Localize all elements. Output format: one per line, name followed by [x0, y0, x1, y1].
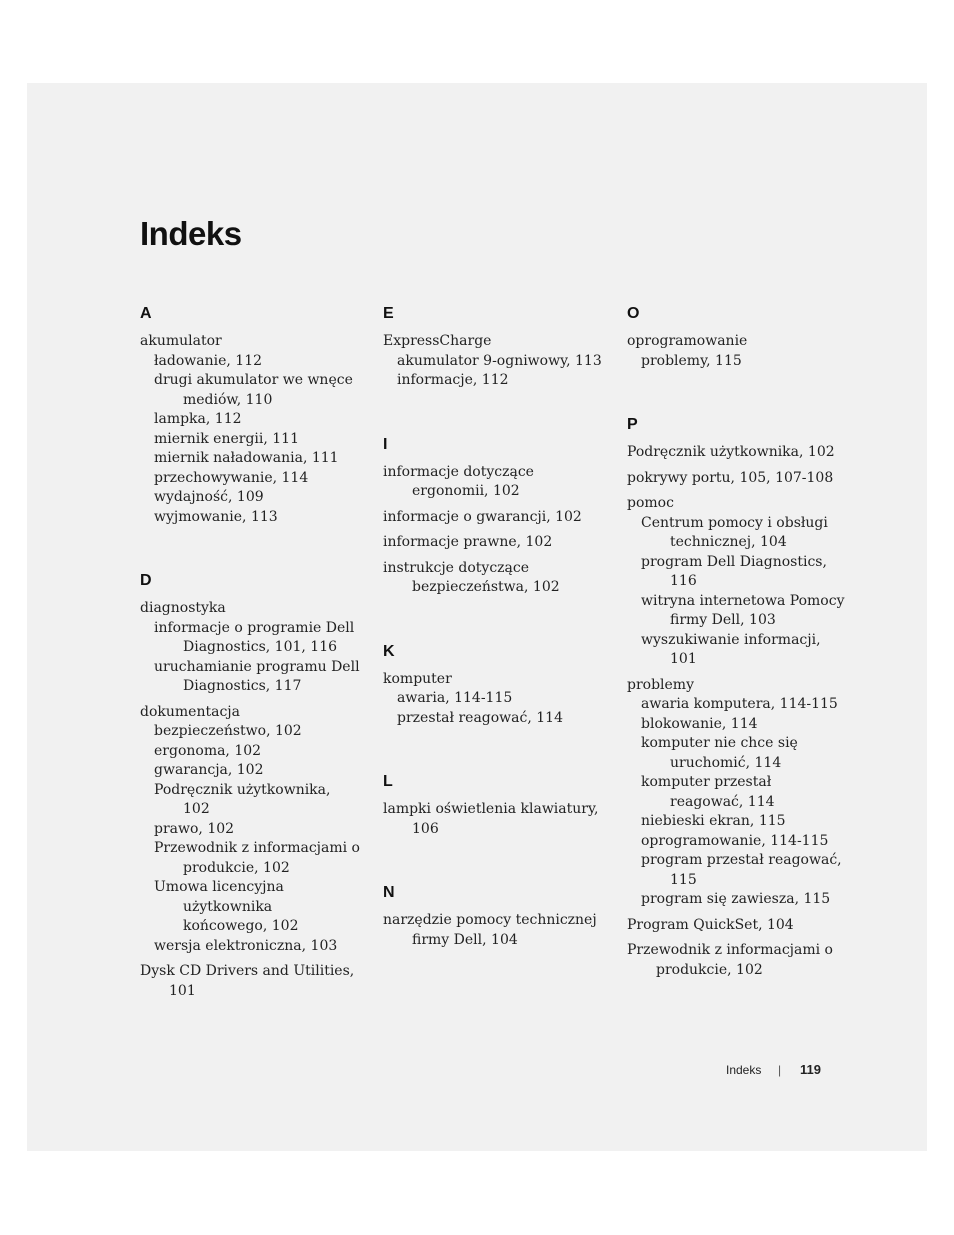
index-entry [627, 676, 847, 910]
entry-term: narzędzie pomocy technicznej firmy Dell, 104 [383, 912, 597, 948]
page-title: Indeks [140, 215, 242, 252]
index-section [627, 411, 847, 980]
entry-subterm: awaria komputera, 114-115 [641, 696, 838, 712]
index-entry [627, 332, 847, 371]
entry-subterm: miernik naładowania, 111 [154, 450, 339, 466]
footer-separator: | [778, 1063, 782, 1077]
entry-subterm: awaria, 114-115 [397, 690, 513, 706]
entry-term: informacje dotyczące ergonomii, 102 [383, 463, 534, 499]
index-entry [140, 962, 360, 1001]
index-column-3 [627, 300, 847, 986]
entry-term: instrukcje dotyczące bezpieczeństwa, 102 [383, 559, 560, 595]
index-column-2 [383, 300, 603, 956]
entry-subterm: akumulator 9-ogniwowy, 113 [397, 352, 602, 369]
entry-subterm: komputer nie chce się uruchomić, 114 [641, 735, 798, 771]
entry-term: Dysk CD Drivers and Utilities, 101 [140, 963, 355, 999]
entry-subterm: przechowywanie, 114 [154, 469, 309, 486]
index-section [383, 879, 603, 950]
section-letter: P [627, 416, 638, 433]
entry-subterm: Umowa licencyjna użytkownika końcowego, 102 [154, 879, 299, 934]
index-section [383, 638, 603, 729]
entry-term: dokumentacja [140, 703, 240, 720]
section-letter: N [383, 884, 395, 901]
section-letter: I [383, 435, 388, 453]
entry-subterm: oprogramowanie, 114-115 [641, 832, 829, 849]
index-section [140, 300, 360, 527]
entry-term: pokrywy portu, 105, 107-108 [627, 469, 834, 486]
entry-subterm: program się zawiesza, 115 [641, 891, 831, 907]
section-letter: K [383, 642, 395, 660]
index-entry [627, 443, 847, 463]
page-number: 119 [800, 1062, 821, 1077]
index-entry [383, 559, 603, 598]
index-entry [627, 469, 847, 489]
index-entry [627, 494, 847, 670]
entry-subterm: informacje o programie Dell Diagnostics, 101, 116 [154, 619, 355, 655]
index-entry [383, 463, 603, 502]
entry-term: Podręcznik użytkownika, 102 [627, 444, 835, 460]
section-letter: A [140, 305, 152, 322]
entry-subterm: prawo, 102 [154, 820, 235, 837]
index-entry [140, 703, 360, 957]
entry-subterm: blokowanie, 114 [641, 715, 758, 732]
entry-subterm: niebieski ekran, 115 [641, 813, 786, 829]
entry-subterm: wydajność, 109 [154, 489, 264, 505]
index-entry [627, 916, 847, 936]
entry-subterm: Przewodnik z informacjami o produkcie, 102 [154, 840, 360, 876]
entry-subterm: komputer przestał reagować, 114 [641, 774, 775, 810]
index-entry [383, 508, 603, 528]
index-entry [140, 599, 360, 697]
entry-term: komputer [383, 670, 452, 687]
index-section [383, 768, 603, 839]
entry-term: oprogramowanie [627, 333, 748, 349]
index-entry [383, 332, 603, 391]
index-column-1 [140, 300, 360, 1007]
index-section [627, 300, 847, 371]
entry-subterm: lampka, 112 [154, 411, 242, 427]
index-section [383, 431, 603, 598]
entry-term: problemy [627, 676, 694, 693]
entry-subterm: program Dell Diagnostics, 116 [641, 553, 827, 589]
entry-subterm: uruchamianie programu Dell Diagnostics, 117 [154, 658, 360, 694]
entry-subterm: wyszukiwanie informacji, 101 [641, 631, 821, 667]
entry-subterm: ładowanie, 112 [154, 352, 263, 369]
index-entry [627, 941, 847, 980]
index-entry [383, 533, 603, 553]
entry-term: informacje prawne, 102 [383, 534, 553, 550]
entry-subterm: wersja elektroniczna, 103 [154, 937, 338, 954]
entry-subterm: drugi akumulator we wnęce mediów, 110 [154, 372, 353, 408]
entry-subterm: program przestał reagować, 115 [641, 852, 842, 888]
entry-term: ExpressCharge [383, 333, 492, 349]
entry-subterm: informacje, 112 [397, 372, 509, 388]
index-entry [383, 800, 603, 839]
entry-subterm: wyjmowanie, 113 [154, 508, 278, 525]
entry-term: akumulator [140, 333, 222, 349]
index-section [140, 567, 360, 1001]
index-entry [140, 332, 360, 527]
entry-term: lampki oświetlenia klawiatury, 106 [383, 801, 599, 837]
entry-subterm: problemy, 115 [641, 352, 742, 369]
entry-subterm: bezpieczeństwo, 102 [154, 723, 302, 739]
index-entry [383, 911, 603, 950]
entry-subterm: Centrum pomocy i obsługi technicznej, 104 [641, 514, 828, 550]
entry-term: Przewodnik z informacjami o produkcie, 102 [627, 942, 833, 978]
entry-term: diagnostyka [140, 600, 226, 616]
entry-subterm: przestał reagować, 114 [397, 709, 563, 726]
entry-subterm: miernik energii, 111 [154, 430, 299, 447]
entry-subterm: Podręcznik użytkownika, 102 [154, 781, 331, 817]
index-section [383, 300, 603, 391]
footer-label: Indeks [726, 1063, 762, 1077]
entry-term: Program QuickSet, 104 [627, 916, 794, 933]
section-letter: E [383, 305, 394, 322]
entry-subterm: ergonoma, 102 [154, 742, 262, 759]
index-entry [383, 670, 603, 729]
entry-term: informacje o gwarancji, 102 [383, 508, 582, 525]
entry-subterm: witryna internetowa Pomocy firmy Dell, 103 [641, 592, 845, 628]
entry-subterm: gwarancja, 102 [154, 762, 264, 778]
section-letter: D [140, 572, 152, 589]
section-letter: O [627, 305, 640, 322]
entry-term: pomoc [627, 495, 674, 511]
section-letter: L [383, 773, 393, 790]
